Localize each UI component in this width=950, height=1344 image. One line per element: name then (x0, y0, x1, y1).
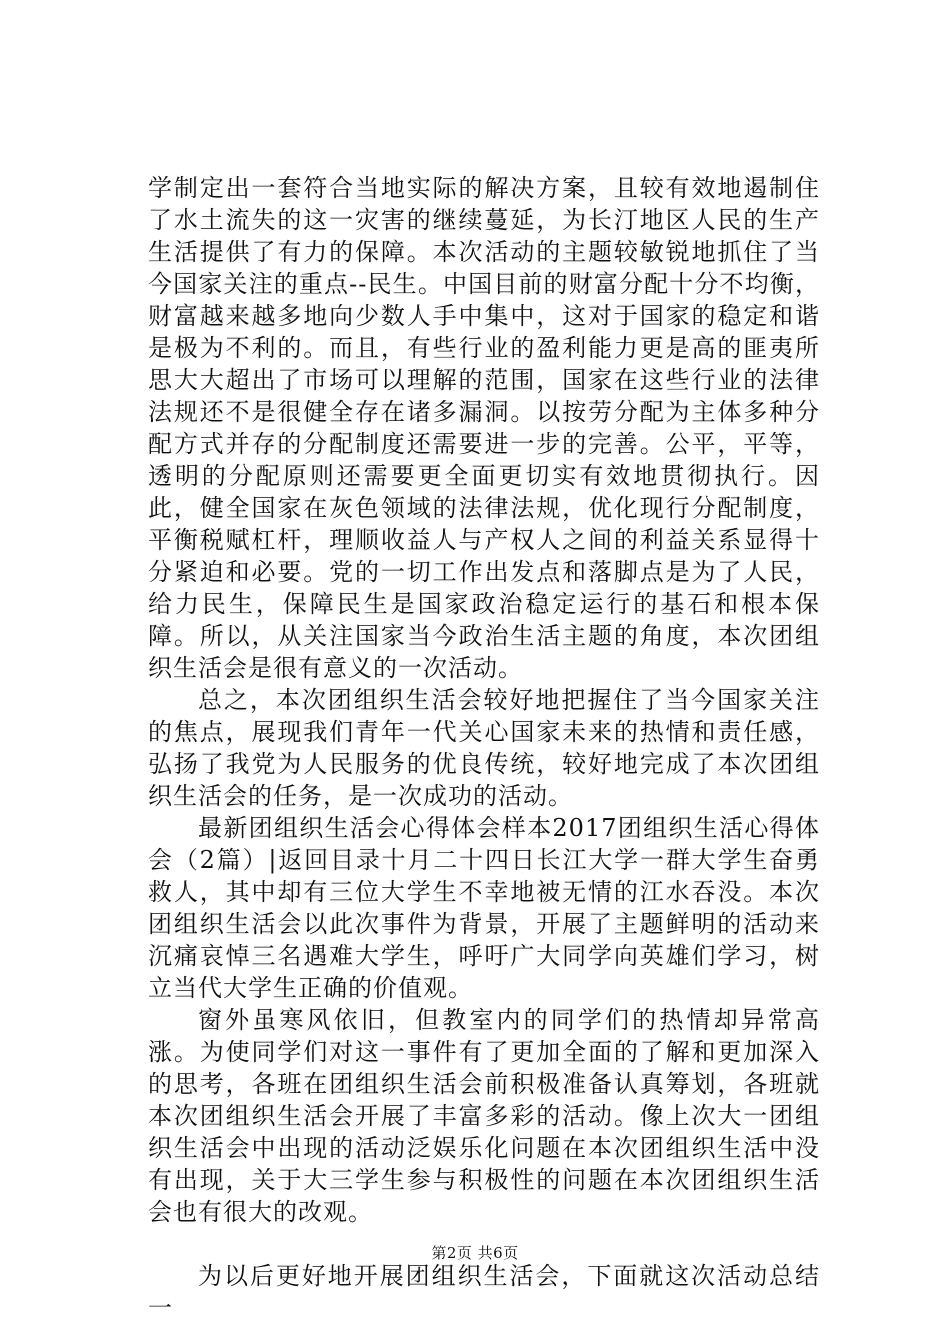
paragraph-2: 总之，本次团组织生活会较好地把握住了当今国家关注的焦点，展现我们青年一代关心国家未来的热情和责任感，弘扬了我党为人民服务的优良传统，较好地完成了本次团组织生活会的任务，是一次成功的活动。 (148, 686, 820, 810)
paragraph-4: 窗外虽寒风依旧，但教室内的同学们的热情却异常高涨。为使同学们对这一事件有了更加全面的了解和更加深入的思考，各班在团组织生活会前积极准备认真筹划，各班就本次团组织生活会开展了丰富多彩的活动。像上次大一团组织生活会中出现的活动泛娱乐化问题在本次团组织生活中没有出现，关于大三学生参与积极性的问题在本次团组织生活会也有很大的改观。 (148, 1006, 820, 1226)
page-number-footer: 第2页 共6页 (431, 1244, 519, 1262)
document-body (148, 172, 820, 1324)
paragraph-3: 最新团组织生活会心得体会样本2017团组织生活心得体会（2篇）|返回目录十月二十四日长江大学一群大学生奋勇救人，其中却有三位大学生不幸地被无情的江水吞没。本次团组织生活会以此次事件为背景，开展了主题鲜明的活动来沉痛哀悼三名遇难大学生，呼吁广大同学向英雄们学习，树立当代大学生正确的价值观。 (148, 814, 820, 1002)
paragraph-1: 学制定出一套符合当地实际的解决方案，且较有效地遏制住了水土流失的这一灾害的继续蔓延，为长汀地区人民的生产生活提供了有力的保障。本次活动的主题较敏锐地抓住了当今国家关注的重点--民生。中国目前的财富分配十分不均衡，财富越来越多地向少数人手中集中，这对于国家的稳定和谐是极为不利的。而且，有些行业的盈利能力更是高的匪夷所思大大超出了市场可以理解的范围，国家在这些行业的法律法规还不是很健全存在诸多漏洞。以按劳分配为主体多种分配方式并存的分配制度还需要进一步的完善。公平，平等，透明的分配原则还需要更全面更切实有效地贯彻执行。因此，健全国家在灰色领域的法律法规，优化现行分配制度，平衡税赋杠杆，理顺收益人与产权人之间的利益关系显得十分紧迫和必要。党的一切工作出发点和落脚点是为了人民，给力民生，保障民生是国家政治稳定运行的基石和根本保障。所以，从关注国家当今政治生活主题的角度，本次团组织生活会是很有意义的一次活动。 (148, 174, 820, 682)
paragraph-5: 为以后更好地开展团组织生活会，下面就这次活动总结一 (148, 1262, 820, 1322)
